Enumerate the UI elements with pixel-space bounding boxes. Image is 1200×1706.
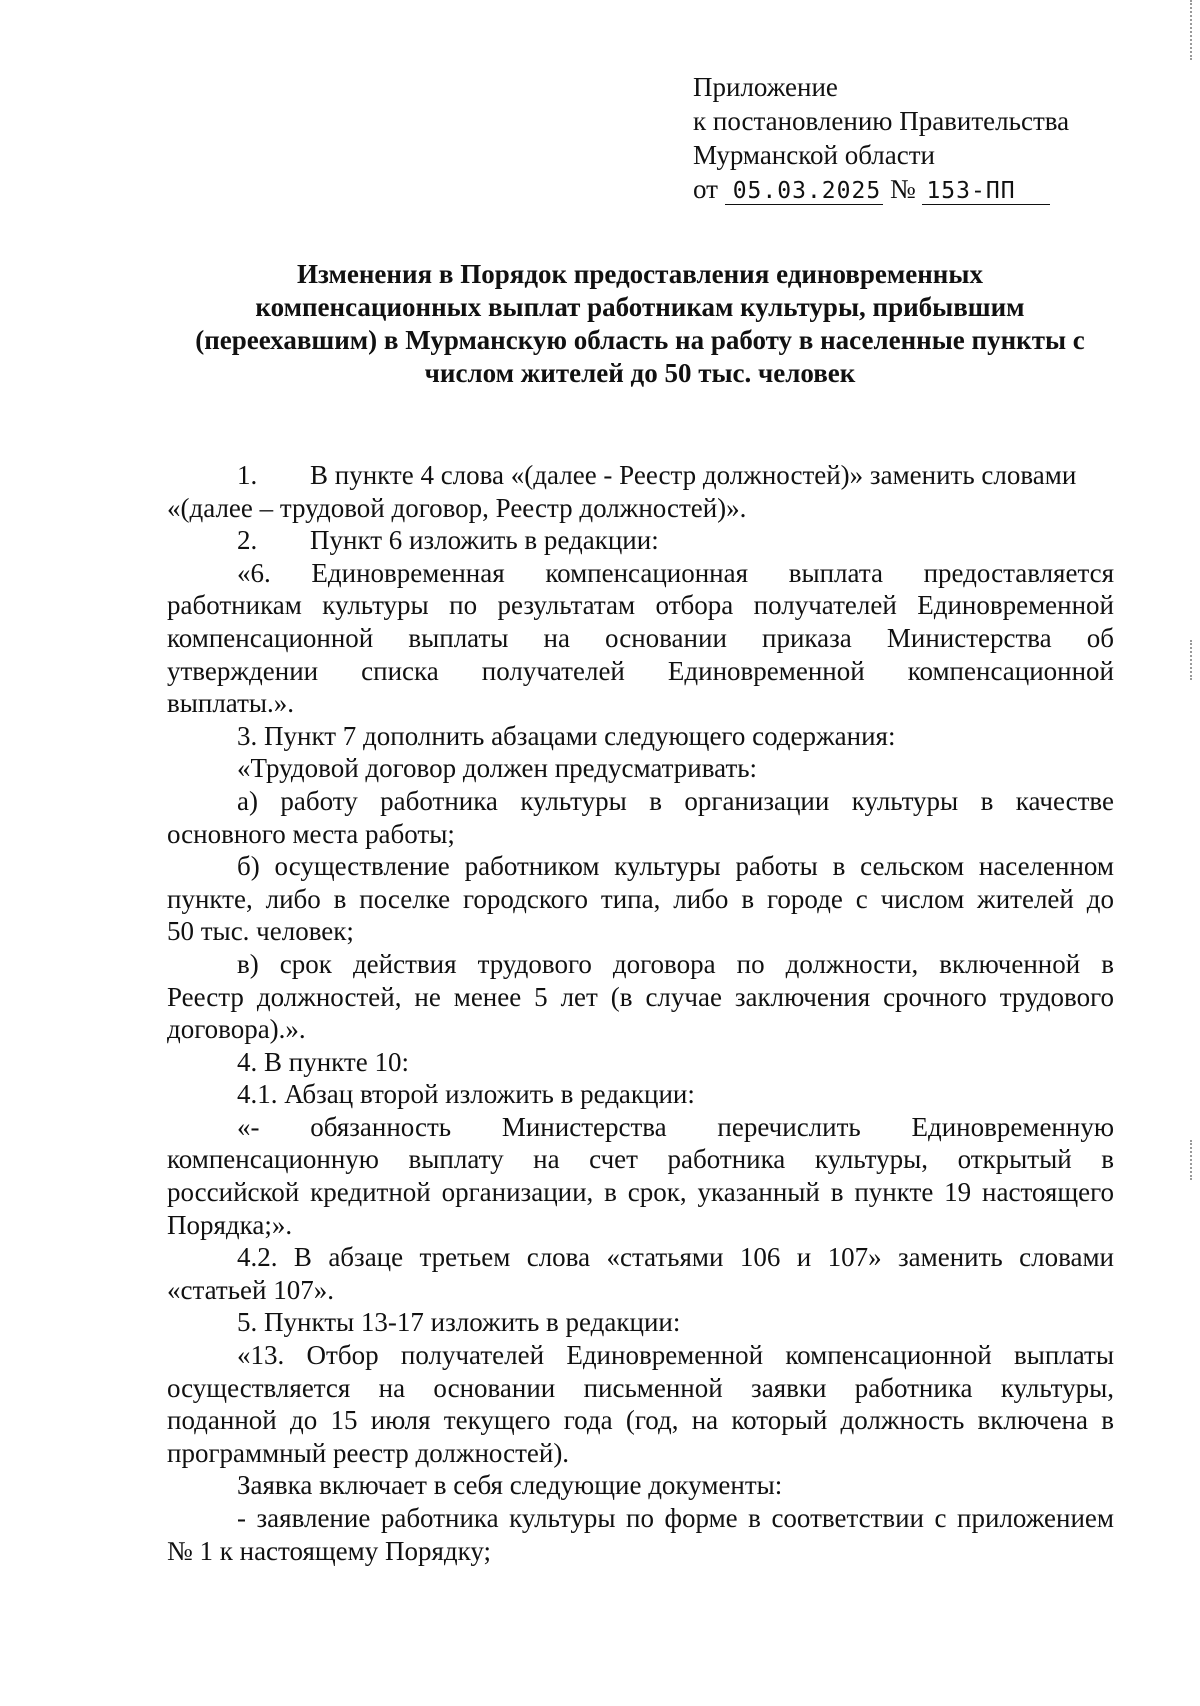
point-6-line: утверждении списка получателей Единовременной компенсационной <box>167 655 1114 686</box>
document-body <box>167 459 1114 1567</box>
header-appendix-label: Приложение <box>693 72 838 102</box>
title-line: Изменения в Порядок предоставления единовременных <box>297 259 983 289</box>
claim-item-line: № 1 к настоящему Порядку; <box>167 1535 492 1566</box>
resolution-date: 05.03.2025 <box>725 178 883 205</box>
scan-edge-mark <box>1188 0 1192 60</box>
item-text: Пункт 6 изложить в редакции: <box>310 525 659 556</box>
item-4-2-line: 4.2. В абзаце третьем слова «статьями 106 и 107» заменить словами <box>237 1242 1114 1273</box>
claim-intro: Заявка включает в себя следующие документы: <box>237 1470 783 1501</box>
point-13-line: осуществляется на основании письменной заявки работника культуры, <box>167 1372 1114 1403</box>
document-title <box>160 258 1120 390</box>
point-7-intro: «Трудовой договор должен предусматривать: <box>237 753 758 784</box>
point-13-line: поданной до 15 июля текущего года (год, на который должность включена в <box>167 1405 1114 1436</box>
point-7c-line: Реестр должностей, не менее 5 лет (в случае заключения срочного трудового <box>167 981 1114 1012</box>
item-2-line <box>167 524 1114 557</box>
item-4-1-line: 4.1. Абзац второй изложить в редакции: <box>237 1079 695 1110</box>
point-7b-line: б) осуществление работником культуры работы в сельском населенном <box>237 851 1114 882</box>
point-4-1-line: российской кредитной организации, в срок, указанный в пункте 19 настоящего <box>167 1177 1114 1208</box>
header-from-label: от <box>693 174 718 204</box>
point-7a-line: основного места работы; <box>167 818 455 849</box>
point-4-1-line: «- обязанность Министерства перечислить Единовременную <box>237 1111 1114 1142</box>
point-4-1-line: компенсационную выплату на счет работника культуры, открытый в <box>167 1144 1114 1175</box>
item-5-line: 5. Пункты 13-17 изложить в редакции: <box>237 1307 681 1338</box>
point-4-1-line: Порядка;». <box>167 1209 293 1240</box>
item-4-2-line: «статьей 107». <box>167 1274 334 1305</box>
item-4-line: 4. В пункте 10: <box>237 1046 409 1077</box>
point-7a-line: а) работу работника культуры в организации культуры в качестве <box>237 785 1114 816</box>
header-date-number-line <box>693 172 1163 206</box>
point-13-line: программный реестр должностей). <box>167 1437 570 1468</box>
title-line: компенсационных выплат работникам культуры, прибывшим <box>255 292 1025 322</box>
resolution-number: 153-ПП <box>922 178 1049 205</box>
point-6-line: работникам культуры по результатам отбора получателей Единовременной <box>167 590 1114 621</box>
point-6-line: выплаты.». <box>167 688 295 719</box>
header-number-label: № <box>889 174 916 204</box>
item-3-line: 3. Пункт 7 дополнить абзацами следующего содержания: <box>237 720 896 751</box>
title-line: числом жителей до 50 тыс. человек <box>424 358 856 388</box>
point-7b-line: пункте, либо в поселке городского типа, либо в городе с числом жителей до <box>167 883 1114 914</box>
appendix-header <box>693 70 1163 206</box>
scan-edge-mark <box>1188 1140 1192 1180</box>
point-6-line: компенсационной выплаты на основании приказа Министерства об <box>167 622 1114 653</box>
item-number: 2. <box>237 525 258 556</box>
scan-edge-mark <box>1188 640 1192 680</box>
claim-item-line: - заявление работника культуры по форме в соответствии с приложением <box>237 1503 1114 1533</box>
item-1-line: «(далее – трудовой договор, Реестр должностей)». <box>167 492 747 523</box>
title-line: (переехавшим) в Мурманскую область на работу в населенные пункты с <box>195 325 1085 355</box>
item-text: В пункте 4 слова «(далее - Реестр должностей)» заменить словами <box>310 460 1077 490</box>
point-13-line: «13. Отбор получателей Единовременной компенсационной выплаты <box>237 1340 1114 1371</box>
item-1-line <box>167 459 1114 492</box>
header-region-label: Мурманской области <box>693 140 935 170</box>
point-7b-line: 50 тыс. человек; <box>167 916 354 947</box>
point-7c-line: договора).». <box>167 1014 306 1045</box>
header-resolution-label: к постановлению Правительства <box>693 106 1070 136</box>
point-7c-line: в) срок действия трудового договора по должности, включенной в <box>237 948 1114 979</box>
item-number: 1. <box>237 460 258 490</box>
point-6-line: «6. Единовременная компенсационная выплата предоставляется <box>237 557 1114 588</box>
